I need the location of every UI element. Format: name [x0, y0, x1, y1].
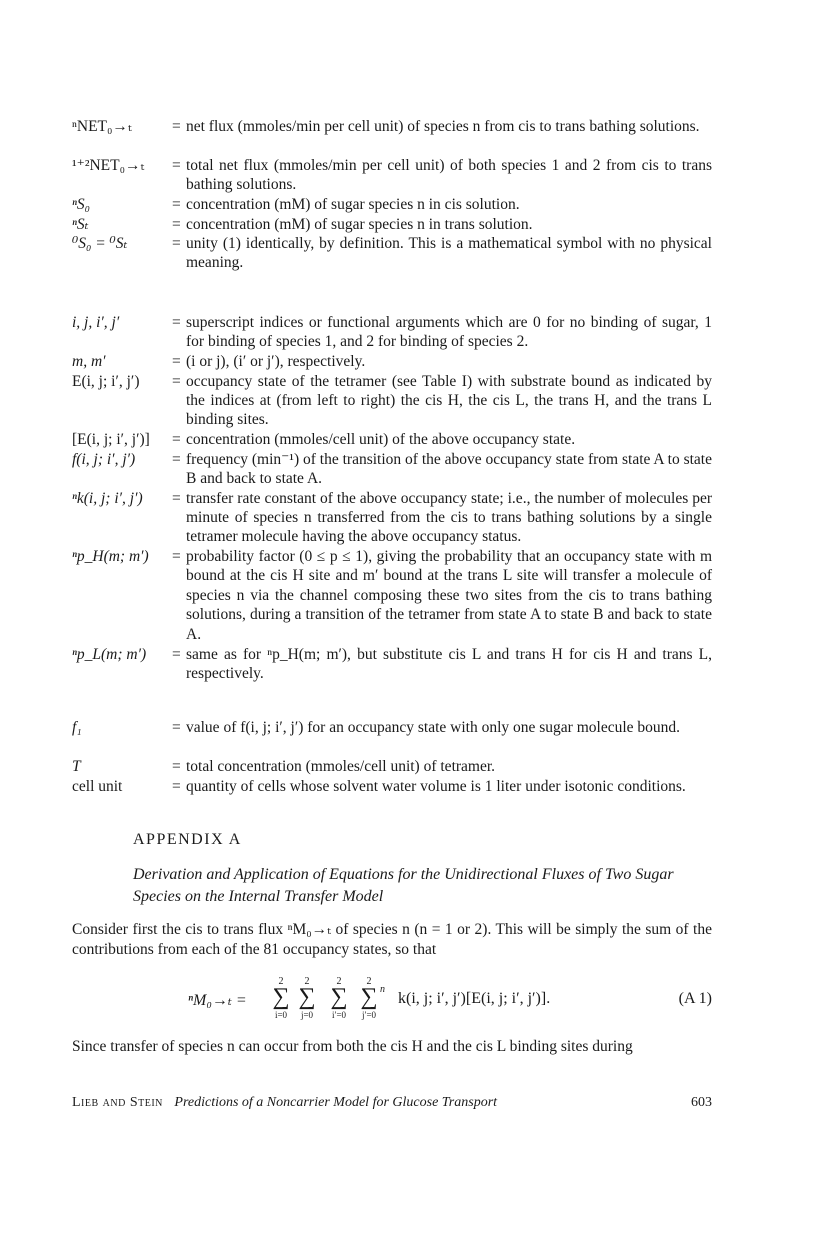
definition-row [72, 430, 712, 450]
sigma-glyph: ∑ [360, 984, 378, 1010]
equals-sign: = [172, 372, 181, 390]
page-footer [72, 1095, 712, 1111]
equals-sign: = [172, 196, 181, 213]
definition-term: [E(i, j; i′, j′)] [72, 431, 150, 448]
equals-sign: = [172, 353, 181, 370]
definition-description: frequency (min⁻¹) of the transition of the above occupancy state from state A to state B and back to state A. [186, 450, 712, 487]
sum-upper-limit: 2 [336, 976, 342, 987]
definition-row [72, 777, 712, 816]
sigma-glyph: ∑ [298, 984, 316, 1010]
definition-row [72, 645, 712, 684]
definition-row [72, 215, 712, 235]
definition-term: i, j, i′, j′ [72, 314, 120, 331]
definition-row [72, 156, 712, 195]
sum-lower-limit: j′=0 [361, 1010, 377, 1020]
definition-row [72, 450, 712, 489]
sum-upper-limit: 2 [304, 976, 310, 987]
definition-description: value of f(i, j; i′, j′) for an occupancy state with only one sugar molecule bound. [186, 719, 681, 736]
body-paragraph: Since transfer of species n can occur from both the cis H and the cis L binding sites during [72, 1038, 633, 1055]
definition-row [72, 117, 712, 156]
sum-upper-limit: 2 [366, 976, 372, 987]
definition-description: concentration (mM) of sugar species n in cis solution. [186, 196, 520, 213]
sigma-glyph: ∑ [272, 984, 290, 1010]
equals-sign: = [172, 645, 181, 663]
equals-sign: = [172, 314, 181, 331]
definition-description: probability factor (0 ≤ p ≤ 1), giving the probability that an occupancy state with m bound at the cis H site and m′ bound at the trans L site will transfer a molecule of species n via the channel composing these two sites from the cis to trans bathing solutions, during a transition of the tetramer from state A to state B and back to state A. [186, 548, 712, 643]
equals-sign: = [172, 157, 181, 174]
appendix-heading: APPENDIX A [133, 831, 242, 848]
definition-description: concentration (mM) of sugar species n in trans solution. [186, 215, 533, 233]
definition-description: total concentration (mmoles/cell unit) of tetramer. [186, 758, 496, 775]
definition-row [72, 757, 712, 777]
definitions-group-3 [72, 718, 712, 816]
definition-term: T [72, 758, 81, 775]
definition-row [72, 313, 712, 352]
equals-sign: = [172, 450, 181, 468]
definition-term: ⁿp_H(m; m′) [72, 548, 149, 565]
species-superscript: n [380, 984, 385, 995]
definitions-group-1 [72, 117, 712, 273]
body-paragraph: Consider first the cis to trans flux ⁿM₀→ₜ of species n (n = 1 or 2). This will be simply the sum of the contributions from each of the 81 occupancy states, so that [72, 921, 712, 958]
definition-row [72, 718, 712, 757]
definition-term: E(i, j; i′, j′) [72, 372, 140, 390]
sum-lower-limit: i=0 [274, 1010, 288, 1020]
definition-description: (i or j), (i′ or j′), respectively. [186, 353, 366, 370]
definition-term: ⁿS₀ [72, 196, 91, 213]
definition-term: ⁿp_L(m; m′) [72, 645, 147, 663]
equals-sign: = [172, 758, 181, 775]
equals-sign: = [172, 431, 181, 448]
definitions-group-2 [72, 313, 712, 684]
definition-description: unity (1) identically, by definition. This is a mathematical symbol with no physical meaning. [186, 235, 712, 272]
sigma-glyph: ∑ [330, 984, 348, 1010]
definition-term: f(i, j; i′, j′) [72, 450, 136, 468]
definition-description: occupancy state of the tetramer (see Table I) with substrate bound as indicated by the indices at (from left to right) the cis H, the cis L, the trans H, and the trans L binding sites. [186, 372, 712, 429]
definition-description: net flux (mmoles/min per cell unit) of species n from cis to trans bathing solutions. [186, 118, 700, 135]
definition-description: quantity of cells whose solvent water volume is 1 liter under isotonic conditions. [186, 777, 686, 795]
definition-row [72, 489, 712, 548]
equation-a1 [180, 976, 712, 1026]
sum-upper-limit: 2 [278, 976, 284, 987]
definition-row [72, 372, 712, 431]
definition-description: concentration (mmoles/cell unit) of the above occupancy state. [186, 431, 576, 448]
definition-description: transfer rate constant of the above occupancy state; i.e., the number of molecules per minute of species n transferred from the cis to trans bathing solutions by a single tetramer molecule having the above occupancy status. [186, 489, 712, 546]
equation-number: (A 1) [678, 990, 712, 1007]
definition-row [72, 234, 712, 273]
equation-lhs: ⁿM₀→ₜ = [188, 992, 247, 1009]
sum-lower-limit: j=0 [300, 1010, 314, 1020]
footer-authors: Lieb and Stein [72, 1095, 163, 1110]
sum-lower-limit: i′=0 [331, 1010, 347, 1020]
definition-term: ⁿSₜ [72, 215, 89, 233]
appendix-subheading: Derivation and Application of Equations for the Unidirectional Fluxes of Two Sugar Species on the Internal Transfer Model [133, 866, 674, 905]
definition-term: ⁿk(i, j; i′, j′) [72, 489, 143, 507]
definition-term: cell unit [72, 777, 123, 795]
equals-sign: = [172, 719, 181, 736]
definition-row [72, 195, 712, 215]
definition-term: ⁰S₀ = ⁰Sₜ [72, 235, 128, 252]
definition-term: ⁿNET₀→ₜ [72, 118, 132, 135]
definition-term: ¹⁺²NET₀→ₜ [72, 157, 145, 174]
definition-description: superscript indices or functional arguments which are 0 for no binding of sugar, 1 for binding of species 1, and 2 for binding of species 2. [186, 314, 712, 351]
definition-row [72, 352, 712, 372]
definition-term: m, m′ [72, 353, 106, 370]
definition-description: total net flux (mmoles/min per cell unit) of both species 1 and 2 from cis to trans bathing solutions. [186, 157, 712, 194]
definition-term: f₁ [72, 719, 82, 736]
equals-sign: = [172, 777, 181, 795]
equation-rhs: k(i, j; i′, j′)[E(i, j; i′, j′)]. [398, 990, 551, 1007]
equals-sign: = [172, 235, 181, 252]
footer-title: Predictions of a Noncarrier Model for Glucose Transport [174, 1095, 498, 1110]
definition-description: same as for ⁿp_H(m; m′), but substitute cis L and trans H for cis H and trans L, respectively. [186, 645, 712, 682]
equals-sign: = [172, 118, 181, 135]
equals-sign: = [172, 215, 181, 233]
page-number: 603 [691, 1095, 712, 1110]
equals-sign: = [172, 489, 181, 507]
equals-sign: = [172, 548, 181, 565]
definition-row [72, 547, 712, 645]
